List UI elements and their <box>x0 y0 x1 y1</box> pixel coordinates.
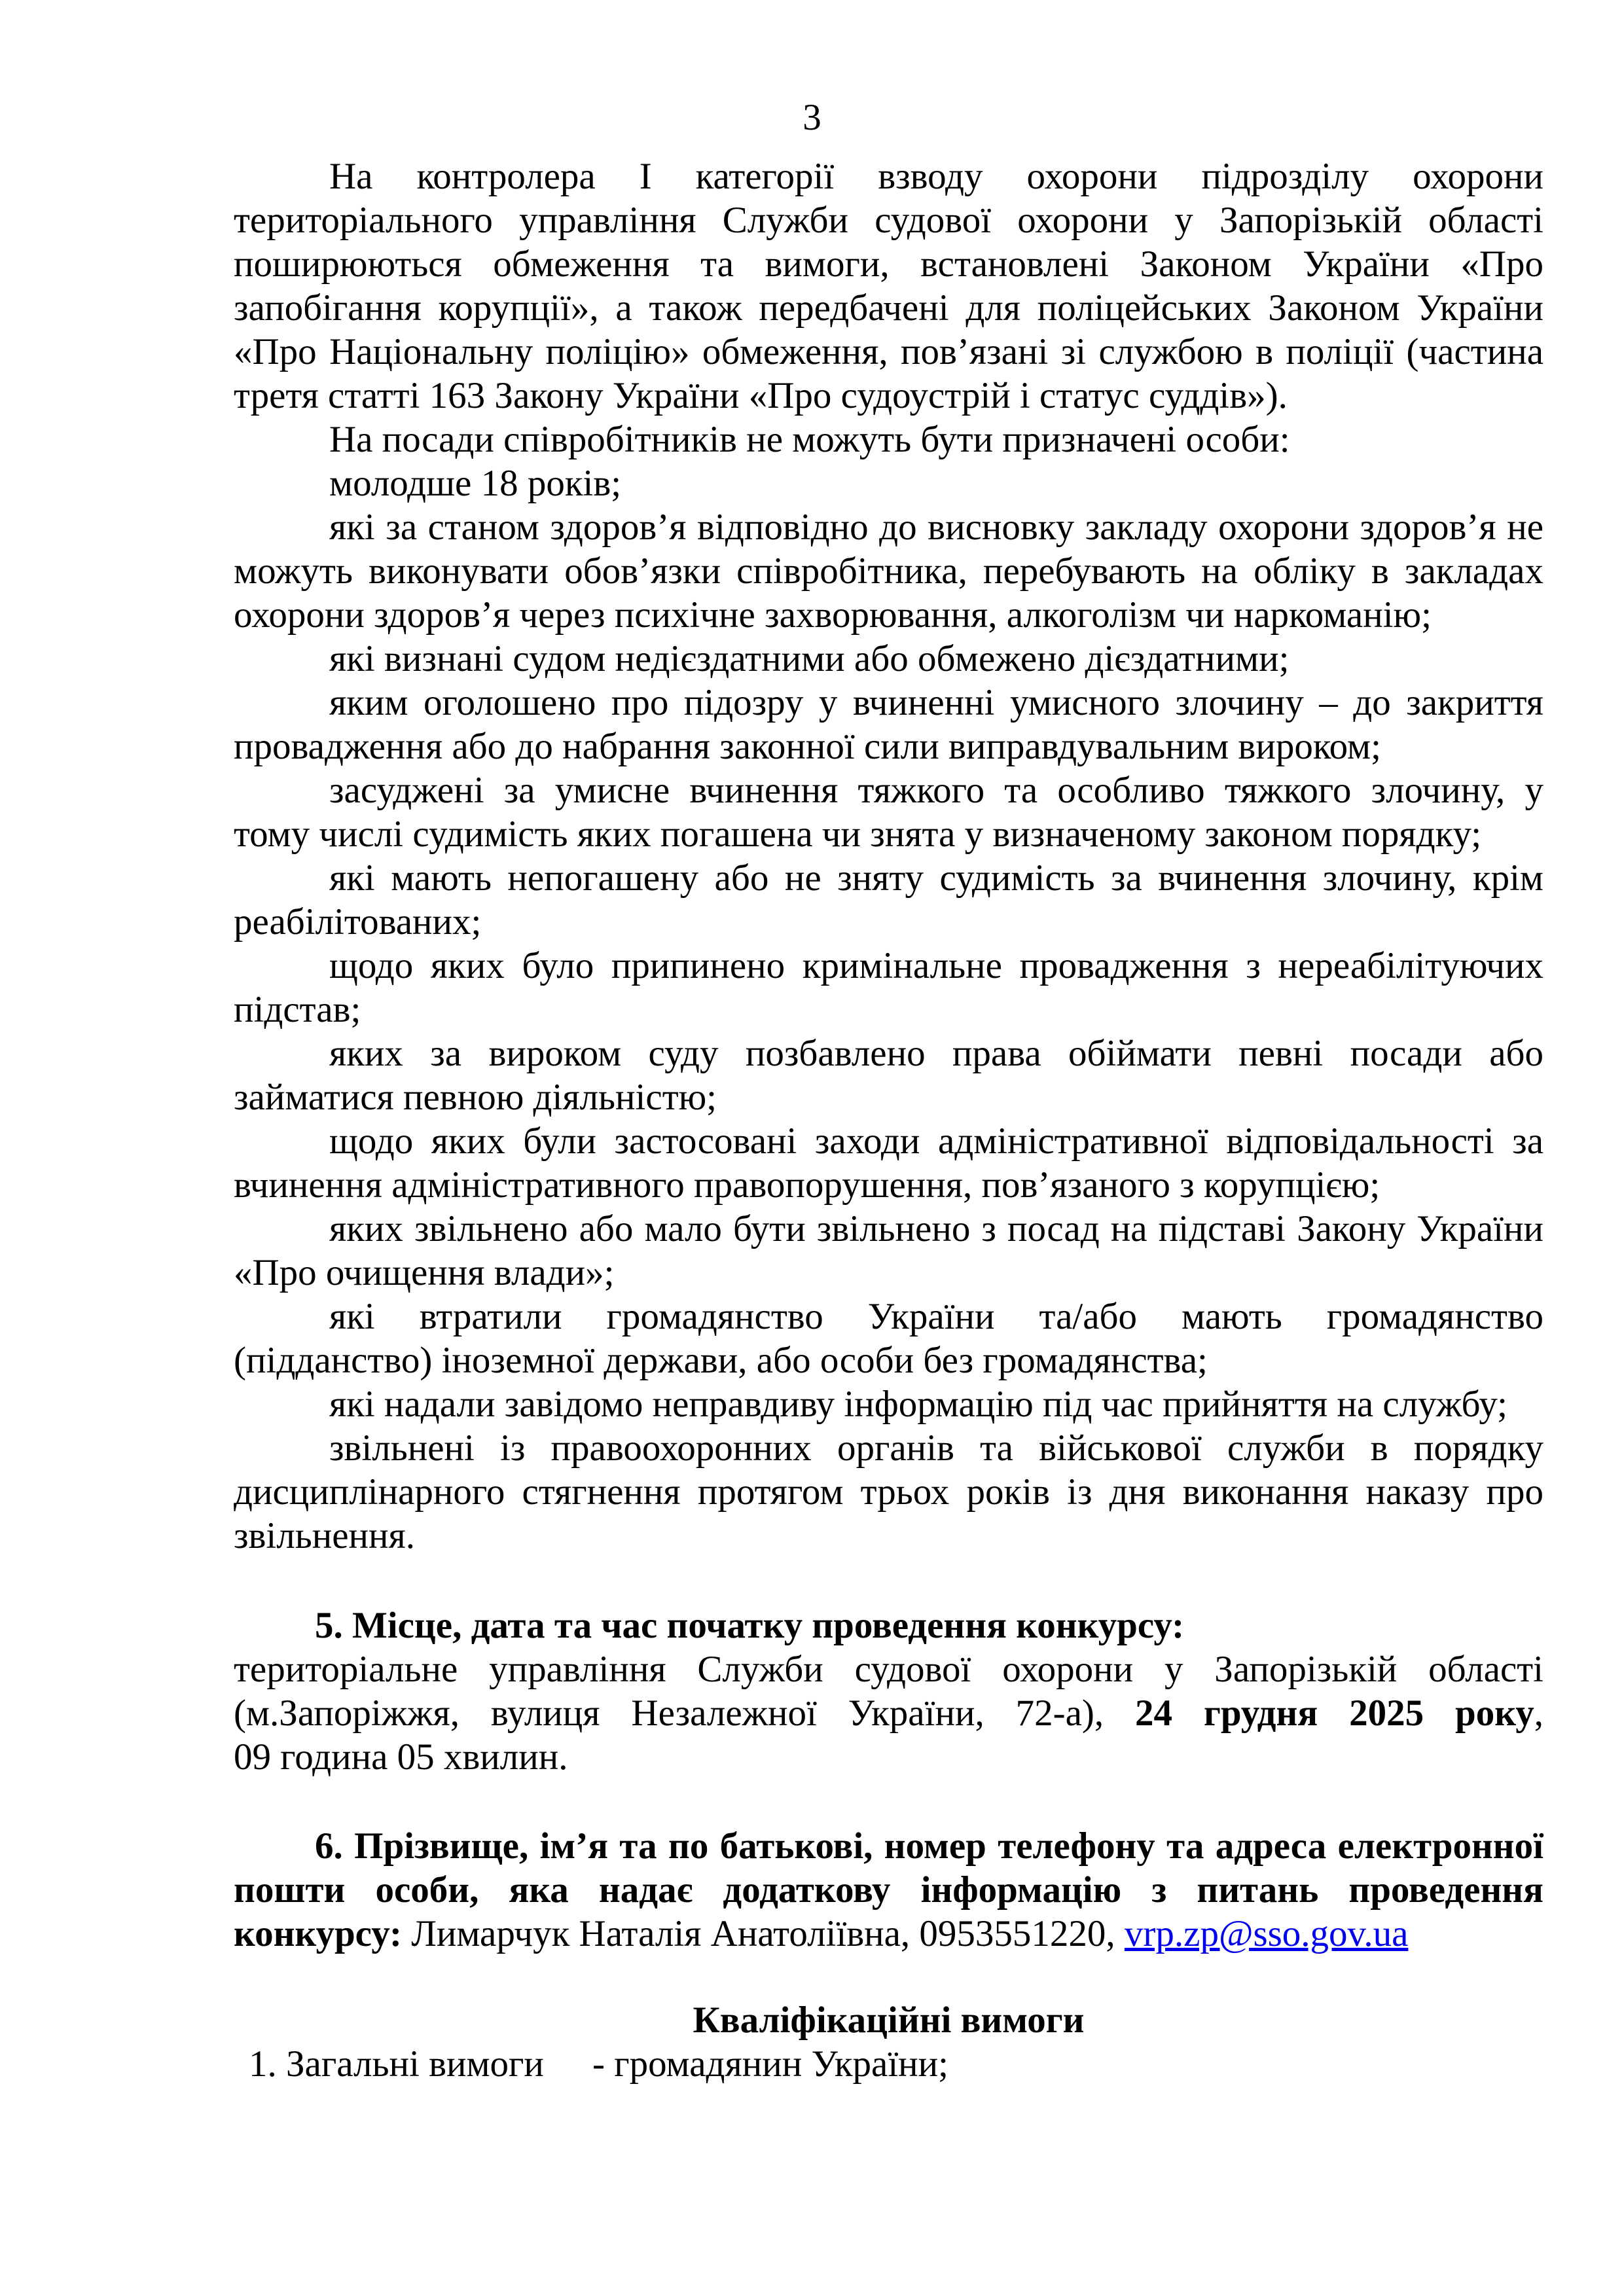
paragraph-line: третя статті 163 Закону України «Про судоустрій і статус суддів»). <box>234 375 1288 416</box>
paragraph-line: займатися певною діяльністю; <box>234 1077 717 1118</box>
section-5-heading: 5. Місце, дата та час початку проведення конкурсу: <box>315 1605 1185 1646</box>
section-5-address-date-line <box>234 1691 1543 1735</box>
paragraph-line: територіального управління Служби судової охорони у Запорізькій області <box>234 200 1543 241</box>
qualification-item <box>234 2042 1543 2086</box>
paragraph-line: підстав; <box>234 989 361 1030</box>
section-6 <box>234 1824 1543 1956</box>
paragraph-line: охорони здоров’я через психічне захворювання, алкоголізм чи наркоманію; <box>234 594 1432 636</box>
section-6-heading: 6. Прізвище, ім’я та по батькові, номер телефону та адреса електронної <box>315 1825 1543 1867</box>
paragraph-line: які надали завідомо неправдиву інформацію під час прийняття на службу; <box>329 1384 1507 1425</box>
paragraph-line: які втратили громадянство України та/або мають громадянство <box>329 1296 1543 1337</box>
contact-name-phone: Лимарчук Наталія Анатоліївна, 0953551220, <box>411 1913 1115 1954</box>
section-6-heading-end: конкурсу: <box>234 1913 402 1954</box>
paragraph-line: щодо яких були застосовані заходи адміністративної відповідальності за <box>329 1121 1543 1162</box>
qualification-section <box>234 1998 1543 2086</box>
paragraph-line: (підданство) іноземної держави, або особи без громадянства; <box>234 1340 1208 1381</box>
contact-email-link[interactable]: vrp.zp@sso.gov.ua <box>1124 1913 1409 1954</box>
qualification-item-label: 1. Загальні вимоги <box>249 2043 544 2085</box>
contest-date: 24 грудня 2025 року <box>1135 1693 1534 1734</box>
paragraph-line: які мають непогашену або не зняту судимість за вчинення злочину, крім <box>329 857 1543 899</box>
section-6-heading-cont: пошти особи, яка надає додаткову інформацію з питань проведення <box>234 1869 1543 1910</box>
contact-line <box>234 1912 1543 1956</box>
paragraph-line: яким оголошено про підозру у вчиненні умисного злочину – до закриття <box>329 682 1543 723</box>
paragraph-line: поширюються обмеження та вимоги, встановлені Законом України «Про <box>234 243 1543 285</box>
paragraph-line: тому числі судимість яких погашена чи знята у визначеному законом порядку; <box>234 814 1482 855</box>
paragraph-line: «Про Національну поліцію» обмеження, пов’язані зі службою в поліції (частина <box>234 331 1543 372</box>
paragraph-line: які за станом здоров’я відповідно до висновку закладу охорони здоров’я не <box>329 507 1543 548</box>
paragraph-line: щодо яких було припинено кримінальне провадження з нереабілітуючих <box>329 945 1543 986</box>
paragraph-line: На контролера І категорії взводу охорони підрозділу охорони <box>329 156 1543 197</box>
paragraph-line: яких звільнено або мало бути звільнено з посад на підставі Закону України <box>329 1208 1543 1249</box>
paragraph-line: вчинення адміністративного правопорушення, пов’язаного з корупцією; <box>234 1164 1380 1206</box>
section-5-line: територіальне управління Служби судової охорони у Запорізькій області <box>234 1649 1543 1690</box>
contest-time: 09 година 05 хвилин. <box>234 1736 568 1778</box>
section-5 <box>234 1604 1543 1779</box>
paragraph-line: можуть виконувати обов’язки співробітника, перебувають на обліку в закладах <box>234 550 1543 592</box>
qualification-title: Кваліфікаційні вимоги <box>693 2000 1085 2041</box>
paragraph-line: «Про очищення влади»; <box>234 1252 615 1293</box>
paragraph-line: На посади співробітників не можуть бути призначені особи: <box>329 419 1290 460</box>
paragraph-line: провадження або до набрання законної сили виправдувальним вироком; <box>234 726 1381 767</box>
page-number: 3 <box>803 97 821 138</box>
paragraph-line: звільнені із правоохоронних органів та військової служби в порядку <box>329 1427 1543 1469</box>
paragraph-line: які визнані судом недієздатними або обмежено дієздатними; <box>329 638 1290 679</box>
paragraph-line: запобігання корупції», а також передбачені для поліцейських Законом України <box>234 287 1543 329</box>
paragraph-line: засуджені за умисне вчинення тяжкого та особливо тяжкого злочину, у <box>329 770 1543 811</box>
paragraph-line: молодше 18 років; <box>329 463 622 504</box>
paragraph-line: дисциплінарного стягнення протягом трьох років із дня виконання наказу про <box>234 1471 1543 1513</box>
punctuation: , <box>1534 1693 1543 1734</box>
paragraph-line: реабілітованих; <box>234 901 482 942</box>
qualification-item-value: - громадянин України; <box>592 2043 949 2085</box>
paragraph-line: яких за вироком суду позбавлено права обіймати певні посади або <box>329 1033 1543 1074</box>
eligibility-restrictions-text <box>234 154 1543 1558</box>
address: (м.Запоріжжя, вулиця Незалежної України, 72-а), <box>234 1693 1104 1734</box>
paragraph-line: звільнення. <box>234 1515 415 1556</box>
